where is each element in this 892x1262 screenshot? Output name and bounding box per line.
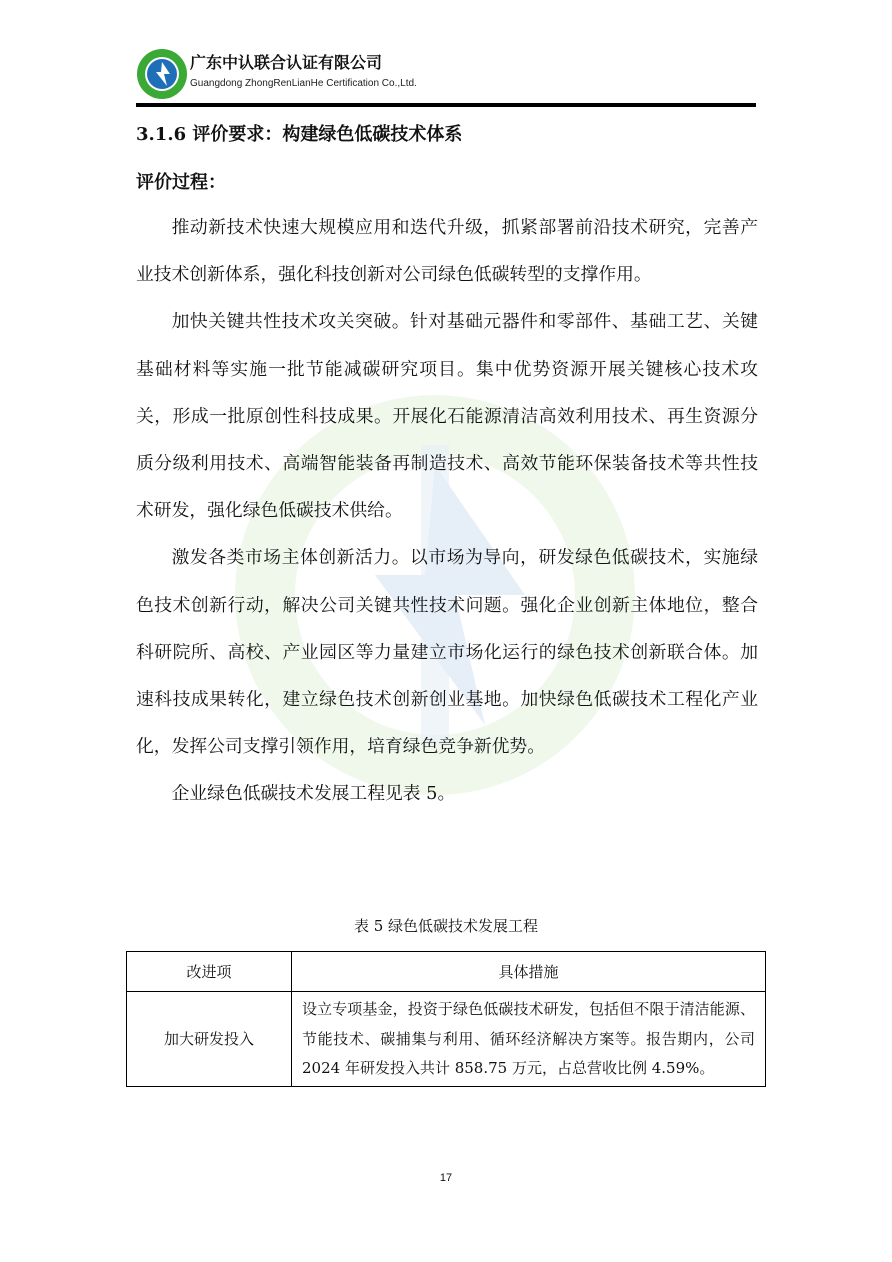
company-name-english: Guangdong ZhongRenLianHe Certification Co.,Ltd.: [190, 78, 417, 89]
paragraph: 推动新技术快速大规模应用和迭代升级，抓紧部署前沿技术研究，完善产业技术创新体系，强化科技创新对公司绿色低碳转型的支撑作用。: [136, 217, 758, 286]
header-divider: [136, 103, 756, 107]
evaluation-process-heading: 评价过程：: [136, 172, 226, 193]
company-logo-icon: [136, 48, 188, 100]
paragraph: 加快关键共性技术攻关突破。针对基础元器件和零部件、基础工艺、关键基础材料等实施一批节能减碳研究项目。集中优势资源开展关键核心技术攻关，形成一批原创性科技成果。开展化石能源清洁高效利用技术、再生资源分质分级利用技术、高端智能装备再制造技术、高效节能环保装备技术等共性技术研发，强化绿色低碳技术供给。: [136, 311, 758, 522]
paragraph: 企业绿色低碳技术发展工程见表 5。: [171, 783, 456, 805]
company-name-chinese: 广东中认联合认证有限公司: [190, 53, 383, 72]
section-title: 3.1.6 评价要求：构建绿色低碳技术体系: [136, 124, 463, 145]
improvement-item-cell: 加大研发投入: [127, 992, 292, 1087]
page-number: 17: [439, 1172, 453, 1184]
paragraph: 激发各类市场主体创新活力。以市场为导向，研发绿色低碳技术，实施绿色技术创新行动，解决公司关键共性技术问题。强化企业创新主体地位，整合科研院所、高校、产业园区等力量建立市场化运行的绿色技术创新联合体。加速科技成果转化，建立绿色技术创新创业基地。加快绿色低碳技术工程化产业化，发挥公司支撑引领作用，培育绿色竞争新优势。: [136, 547, 758, 758]
table-header-row: [127, 952, 766, 992]
column-header-item: 改进项: [127, 952, 292, 992]
body-text: [136, 204, 758, 818]
measures-table: [126, 951, 766, 1087]
column-header-detail: 具体措施: [292, 952, 766, 992]
table-row: [127, 992, 766, 1087]
page-header: [136, 46, 756, 106]
table-caption: 表 5 绿色低碳技术发展工程: [353, 917, 539, 935]
measure-detail-cell: 设立专项基金，投资于绿色低碳技术研发，包括但不限于清洁能源、节能技术、碳捕集与利用、循环经济解决方案等。报告期内，公司 2024 年研发投入共计 858.75 万元，占总营收比例 4.59%。: [292, 992, 766, 1087]
